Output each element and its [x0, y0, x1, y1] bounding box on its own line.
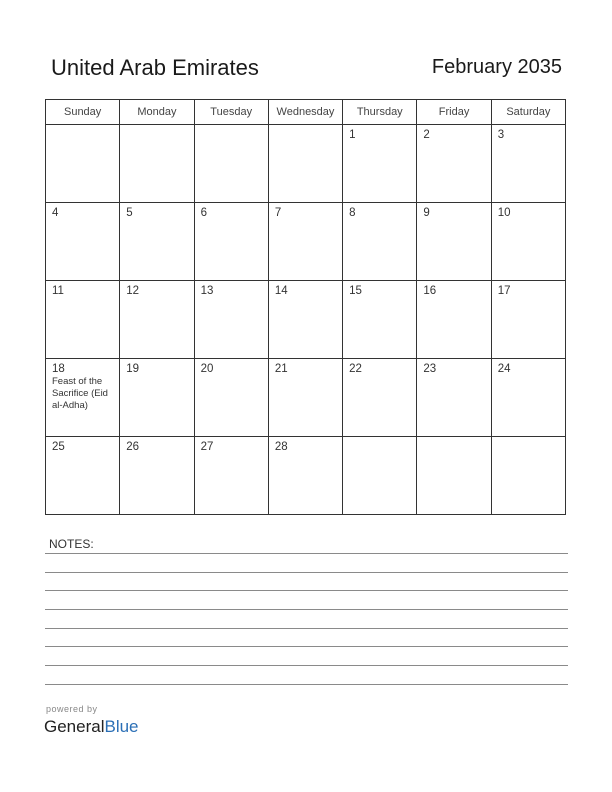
day-cell [46, 437, 120, 515]
day-cell [194, 125, 268, 203]
day-cell [343, 125, 417, 203]
day-number [269, 125, 342, 129]
note-line [45, 590, 568, 591]
day-number [46, 125, 119, 129]
day-cell [268, 125, 342, 203]
day-cell [46, 125, 120, 203]
day-cell [343, 281, 417, 359]
day-cell [120, 203, 194, 281]
note-line [45, 553, 568, 554]
calendar-country-title: United Arab Emirates [51, 55, 259, 80]
day-cell [120, 125, 194, 203]
day-cell [343, 203, 417, 281]
day-number: 15 [349, 285, 362, 297]
day-number: 9 [423, 207, 430, 219]
day-cell [120, 359, 194, 437]
weekday-thursday: Thursday [343, 100, 417, 125]
calendar-grid [45, 99, 566, 515]
day-number: 12 [126, 285, 140, 297]
day-number [417, 437, 490, 441]
notes-label: NOTES: [49, 537, 94, 551]
weekday-friday: Friday [417, 100, 491, 125]
day-number [343, 437, 416, 441]
day-cell [268, 437, 342, 515]
day-number [492, 437, 565, 441]
weekday-header-row [46, 100, 566, 125]
day-cell [417, 125, 491, 203]
week-row [46, 281, 566, 359]
day-number: 13 [200, 285, 214, 297]
generalblue-logo[interactable] [44, 717, 139, 737]
weekday-saturday: Saturday [491, 100, 565, 125]
powered-by-label: powered by [46, 704, 98, 714]
week-row [46, 437, 566, 515]
day-cell [46, 359, 120, 437]
weekday-sunday: Sunday [46, 100, 120, 125]
day-number: 28 [274, 441, 288, 453]
week-row [46, 125, 566, 203]
day-number: 22 [349, 363, 362, 375]
day-cell [120, 281, 194, 359]
weekday-monday: Monday [120, 100, 194, 125]
day-number: 14 [274, 285, 288, 297]
day-cell [268, 203, 342, 281]
day-number: 27 [200, 441, 214, 453]
note-line [45, 572, 568, 573]
day-cell [194, 359, 268, 437]
weekday-tuesday: Tuesday [194, 100, 268, 125]
calendar-month-title: February 2035 [431, 56, 562, 78]
day-cell [491, 125, 565, 203]
day-number: 7 [274, 207, 282, 219]
day-cell [491, 437, 565, 515]
day-number: 3 [497, 129, 505, 141]
day-number: 8 [349, 207, 356, 219]
day-number [120, 125, 193, 129]
day-cell [194, 437, 268, 515]
day-cell [268, 359, 342, 437]
day-cell [491, 359, 565, 437]
day-cell [417, 359, 491, 437]
day-cell [194, 203, 268, 281]
day-cell [194, 281, 268, 359]
day-number: 24 [497, 363, 511, 375]
note-line [45, 628, 568, 629]
day-number: 25 [52, 441, 65, 453]
day-cell [343, 437, 417, 515]
day-cell [417, 203, 491, 281]
note-line [45, 684, 568, 685]
day-cell [417, 281, 491, 359]
day-number [195, 125, 268, 129]
day-number: 21 [274, 363, 288, 375]
brand-general-text: General [44, 717, 105, 736]
day-number: 23 [423, 363, 437, 375]
day-number: 17 [497, 285, 511, 297]
note-line [45, 609, 568, 610]
day-number: 1 [349, 129, 356, 141]
weekday-wednesday: Wednesday [268, 100, 342, 125]
day-cell [46, 203, 120, 281]
day-number: 10 [497, 207, 511, 219]
day-cell [491, 203, 565, 281]
day-cell [268, 281, 342, 359]
note-line [45, 646, 568, 647]
day-number: 20 [200, 363, 214, 375]
day-number: 18 [52, 363, 65, 375]
day-number: 26 [126, 441, 140, 453]
day-number: 5 [126, 207, 133, 219]
day-cell [417, 437, 491, 515]
day-number: 2 [423, 129, 430, 141]
brand-blue-text: Blue [104, 717, 139, 736]
day-number: 16 [423, 285, 437, 297]
day-cell [120, 437, 194, 515]
day-number: 11 [52, 285, 64, 297]
day-cell [46, 281, 120, 359]
note-line [45, 665, 568, 666]
week-row [46, 359, 566, 437]
day-number: 6 [200, 207, 207, 219]
day-number: 19 [126, 363, 140, 375]
day-cell [343, 359, 417, 437]
day-cell [491, 281, 565, 359]
day-number: 4 [52, 207, 59, 219]
week-row [46, 203, 566, 281]
holiday-label: Feast of the Sacrifice (Eid al-Adha) [52, 376, 108, 411]
